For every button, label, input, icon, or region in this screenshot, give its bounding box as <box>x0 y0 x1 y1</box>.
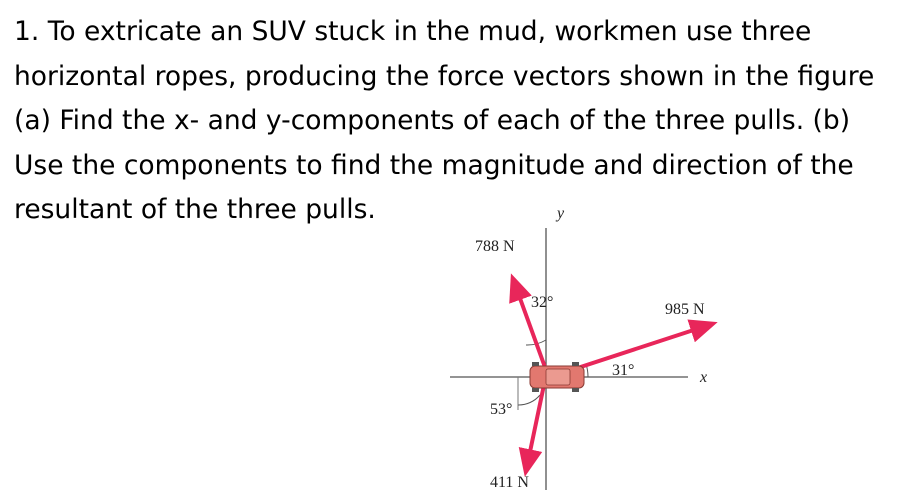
angle-label-32: 32° <box>531 294 554 311</box>
force-vector-411 <box>526 380 545 471</box>
force-vector-788 <box>513 279 546 370</box>
x-axis-label: x <box>700 369 708 386</box>
problem-line-3: (a) Find the x- and y-components of each of the three pulls. (b) <box>14 105 851 136</box>
force-label-411: 411 N <box>490 474 529 491</box>
problem-line-2: horizontal ropes, producing the force vectors shown in the figure <box>14 60 875 92</box>
angle-label-31: 31° <box>612 362 635 379</box>
y-axis-label: y <box>557 205 565 222</box>
suv-icon <box>530 362 584 392</box>
force-label-788: 788 N <box>475 238 515 255</box>
problem-line-1: 1. To extricate an SUV stuck in the mud, workmen use three <box>14 16 812 47</box>
problem-line-4: Use the components to find the magnitude and direction of the <box>14 149 854 181</box>
problem-line-5: resultant of the three pulls. <box>14 194 376 225</box>
angle-arc-53 <box>518 395 540 405</box>
angle-label-53: 53° <box>490 401 513 418</box>
force-label-985: 985 N <box>665 301 705 318</box>
